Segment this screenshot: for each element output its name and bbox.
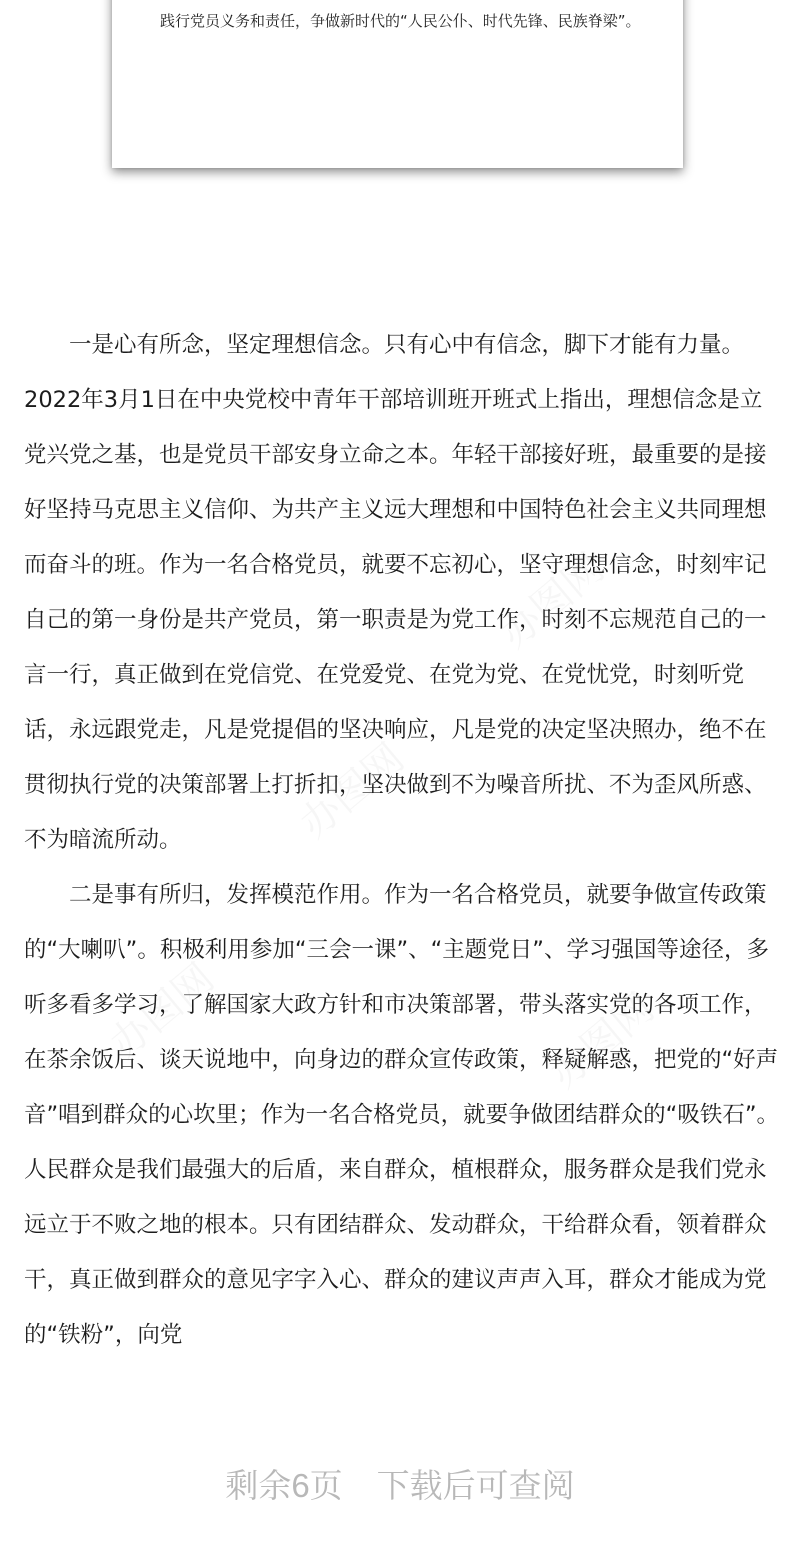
paragraph-2: 二是事有所归，发挥模范作用。作为一名合格党员，就要争做宣传政策的“大喇叭”。积极利用参加“三会一课”、“主题党日”、学习强国等途径，多听多看多学习，了解国家大政方针和市决策部署，带头落实党的各项工作，在茶余饭后、谈天说地中，向身边的群众宣传政策，释疑解惑，把党的“好声音”唱到群众的心坎里；作为一名合格党员，就要争做团结群众的“吸铁石”。人民群众是我们最强大的后盾，来自群众，植根群众，服务群众是我们党永远立于不败之地的根本。只有团结群众、发动群众，干给群众看，领着群众干，真正做到群众的意见字字入心、群众的建议声声入耳，群众才能成为党的“铁粉”，向党	[24, 882, 779, 1348]
card-text: 践行党员义务和责任，争做新时代的“人民公仆、时代先锋、民族脊梁”。	[160, 12, 641, 30]
download-prompt[interactable]	[0, 1460, 800, 1507]
paragraph-1: 一是心有所念，坚定理想信念。只有心中有信念，脚下才能有力量。 2022年3月1日在中央党校中青年干部培训班开班式上指出，理想信念是立党兴党之基，也是党员干部安身立命之本。年轻干部接好班，最重要的是接好坚持马克思主义信仰、为共产主义远大理想和中国特色社会主义共同理想而奋斗的班。作为一名合格党员，就要不忘初心，坚守理想信念，时刻牢记自己的第一身份是共产党员，第一职责是为党工作，时刻不忘规范自己的一言一行，真正做到在党信党、在党爱党、在党为党、在党忧党，时刻听党话，永远跟党走，凡是党提倡的坚决响应，凡是党的决定坚决照办，绝不在贯彻执行党的决策部署上打折扣，坚决做到不为噪音所扰、不为歪风所惑、不为暗流所动。	[24, 332, 778, 853]
download-to-view-label: 下载后可查阅	[376, 1467, 575, 1504]
remaining-pages-label: 剩余6页	[225, 1467, 343, 1504]
document-body	[24, 318, 784, 1363]
preview-card	[112, 0, 683, 168]
